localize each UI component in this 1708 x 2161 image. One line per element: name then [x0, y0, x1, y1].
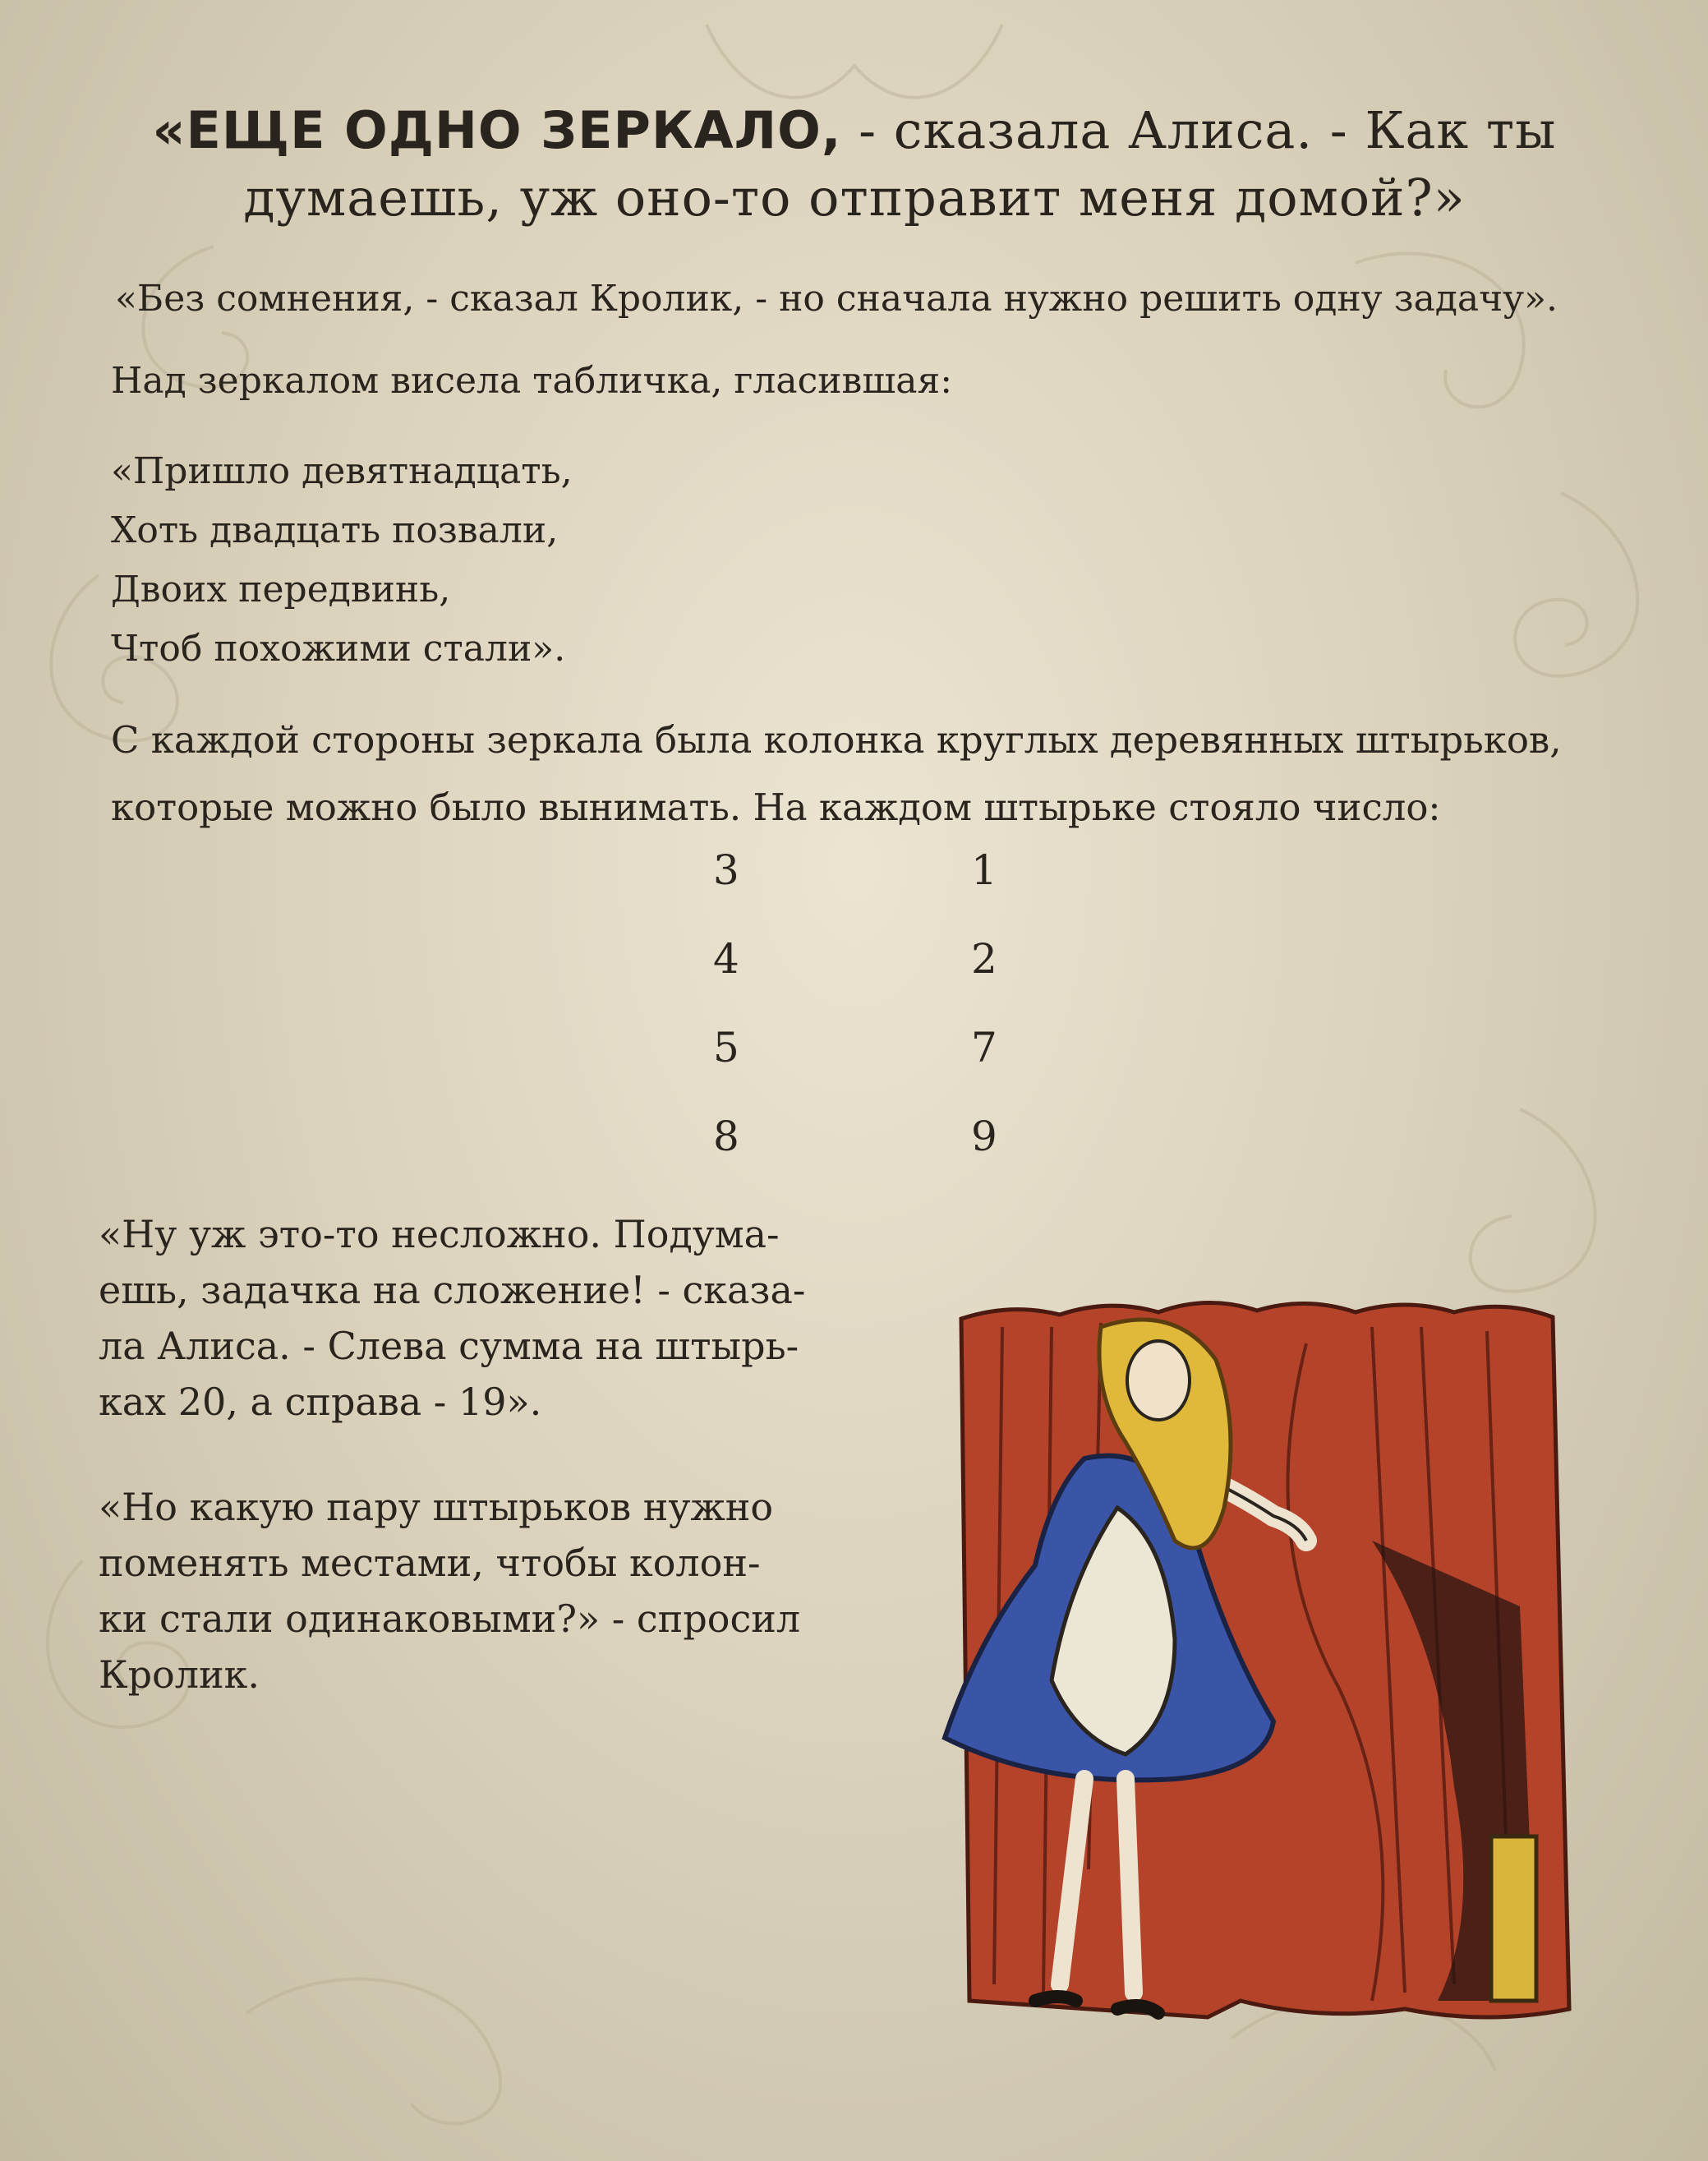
paragraph-line: С каждой стороны зеркала была колонка круглых деревянных штырьков,	[111, 718, 1562, 762]
poem-line: Двоих передвинь,	[111, 569, 451, 611]
peg-right-1: 1	[971, 846, 997, 894]
paragraph-line: Кролик.	[99, 1652, 260, 1697]
heading-caps: «ЕЩЕ ОДНО ЗЕРКАЛО,	[152, 100, 842, 160]
peg-right-4: 9	[971, 1113, 997, 1160]
alice-face	[1127, 1341, 1190, 1420]
alice-curtain-illustration	[912, 1294, 1643, 2050]
peg-left-3: 5	[713, 1024, 739, 1071]
peg-left-2: 4	[713, 935, 739, 983]
paragraph-line: «Ну уж это-то несложно. Подума-	[99, 1212, 780, 1256]
peg-right-2: 2	[971, 935, 997, 983]
paragraph-line: «Но какую пару штырьков нужно	[99, 1485, 774, 1529]
paragraph-pegs-description	[111, 707, 1590, 841]
poem-line: Хоть двадцать позвали,	[111, 509, 559, 551]
paragraph-line: поменять местами, чтобы колон-	[99, 1541, 761, 1585]
peg-left-4: 8	[713, 1113, 739, 1160]
paragraph-rabbit-answer: «Без сомнения, - сказал Кролик, - но сначала нужно решить одну задачу».	[115, 278, 1558, 320]
sign-poem	[111, 442, 573, 679]
paragraph-line: ки стали одинаковыми?» - спросил	[99, 1597, 801, 1641]
heading-rest: - сказала Алиса. - Как ты	[841, 100, 1557, 160]
heading-line2: думаешь, уж оно-то отправит меня домой?»	[243, 168, 1466, 228]
poem-line: «Пришло девятнадцать,	[111, 450, 573, 492]
paragraph-line: ла Алиса. - Слева сумма на штырь-	[99, 1324, 799, 1368]
paragraph-line: ешь, задачка на сложение! - сказа-	[99, 1268, 806, 1312]
chapter-heading	[107, 97, 1602, 232]
paragraph-alice-reply	[99, 1206, 822, 1430]
paragraph-line: которые можно было вынимать. На каждом штырьке стояло число:	[111, 786, 1441, 829]
paragraph-line: ках 20, а справа - 19».	[99, 1380, 542, 1424]
poem-line: Чтоб похожими стали».	[111, 628, 566, 670]
paragraph-sign-intro: Над зеркалом висела табличка, гласившая:	[111, 360, 953, 402]
little-door	[1491, 1836, 1536, 2001]
peg-left-1: 3	[713, 846, 739, 894]
paragraph-rabbit-question	[99, 1479, 822, 1703]
peg-right-3: 7	[971, 1024, 997, 1071]
